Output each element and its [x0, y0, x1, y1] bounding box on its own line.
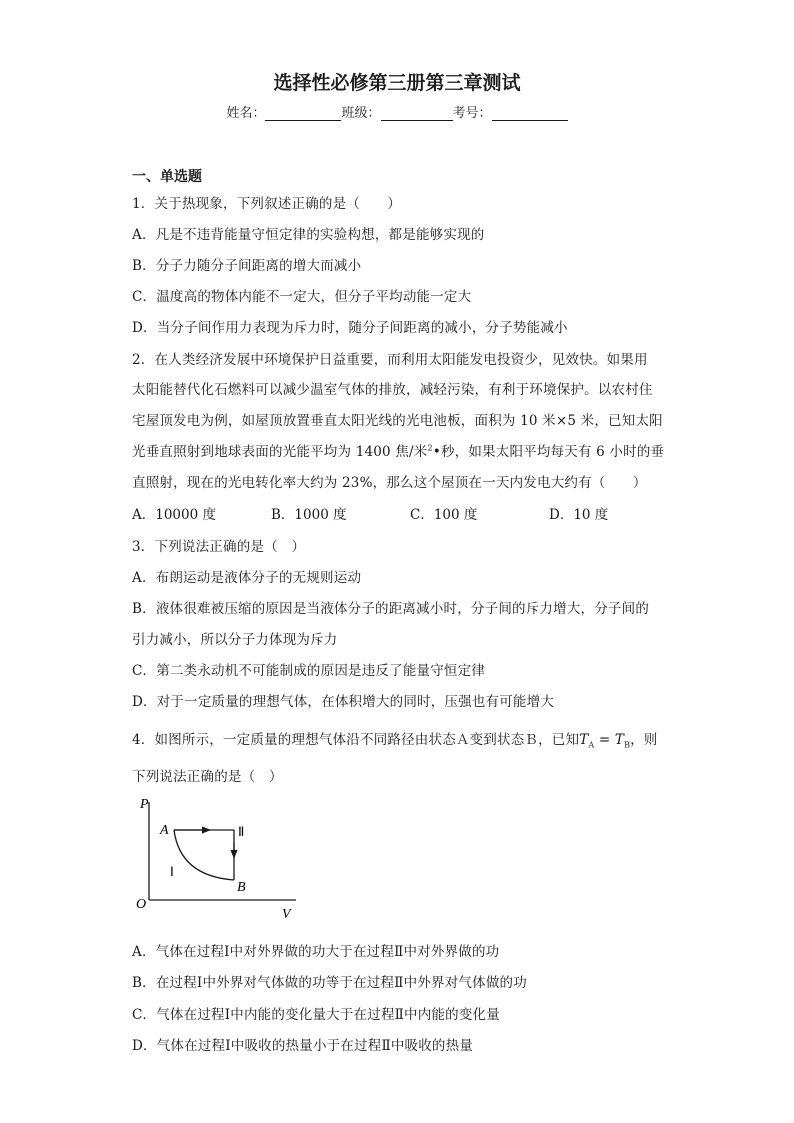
- q1-option-b: B．分子力随分子间距离的增大而减小: [132, 258, 362, 274]
- q4-stem-line1: [132, 728, 658, 750]
- number-label: 考号：: [452, 106, 492, 121]
- q2-stem-line4: [132, 440, 664, 460]
- q3-option-d: D．对于一定质量的理想气体，在体积增大的同时，压强也有可能增大: [132, 694, 555, 710]
- q3-option-b-line2: 引力减小，所以分子力体现为斥力: [132, 632, 338, 648]
- class-blank[interactable]: [381, 106, 453, 121]
- state-a-label: A: [160, 823, 169, 838]
- pv-diagram: [128, 792, 308, 926]
- q2-line4-part1: 光垂直照射到地球表面的光能平均为 1400 焦/米: [132, 444, 428, 460]
- q4-option-a: A．气体在过程Ⅰ中对外界做的功大于在过程Ⅱ中对外界做的功: [132, 944, 500, 960]
- section-heading: 一、单选题: [132, 169, 202, 185]
- q2-stem-line2: 太阳能替代化石燃料可以减少温室气体的排放，减轻污染，有利于环境保护。以农村住: [132, 382, 653, 398]
- page-title: 选择性必修第三册第三章测试: [273, 72, 521, 94]
- q2-option-d: D．10 度: [549, 507, 609, 523]
- student-info: [0, 102, 794, 121]
- path-1-curve: [174, 830, 234, 880]
- q2-stem-line5: 直照射，现在的光电转化率大约为 23%，那么这个屋顶在一天内发电大约有（ ）: [132, 475, 647, 491]
- q3-option-a: A．布朗运动是液体分子的无规则运动: [132, 570, 362, 586]
- q4-condition-sub-a: A: [588, 740, 595, 750]
- v-axis-label: V: [282, 907, 291, 922]
- q1-option-d: D．当分子间作用力表现为斥力时，随分子间距离的减小，分子势能减小: [132, 320, 568, 336]
- q2-line4-part2: •秒，如果太阳平均每天有 6 小时的垂: [432, 444, 665, 460]
- name-label: 姓名：: [226, 106, 266, 121]
- q2-option-c: C．100 度: [410, 507, 478, 523]
- q1-stem: 1．关于热现象，下列叙述正确的是（ ）: [132, 196, 402, 212]
- q3-stem: 3．下列说法正确的是（ ）: [132, 539, 306, 555]
- class-label: 班级：: [341, 106, 381, 121]
- q4-option-b: B．在过程Ⅰ中外界对气体做的功等于在过程Ⅱ中外界对气体做的功: [132, 975, 527, 991]
- path-1-label: Ⅰ: [170, 864, 174, 879]
- state-b-label: B: [237, 880, 246, 895]
- q4-line1-part2: ，则: [630, 732, 658, 748]
- origin-label: O: [136, 897, 147, 912]
- q3-option-b-line1: B．液体很难被压缩的原因是当液体分子的距离减小时，分子间的斥力增大，分子间的: [132, 601, 650, 617]
- pv-diagram-svg: [128, 792, 308, 922]
- q2-stem-line3: 宅屋顶发电为例，如屋顶放置垂直太阳光线的光电池板，面积为 10 米×5 米，已知太阳: [132, 413, 663, 429]
- path-2-label: Ⅱ: [238, 824, 245, 839]
- q4-condition-sub-b: B: [624, 740, 631, 750]
- name-blank[interactable]: [265, 106, 341, 121]
- q4-option-c: C．气体在过程Ⅰ中内能的变化量大于在过程Ⅱ中内能的变化量: [132, 1007, 500, 1023]
- q4-line1-part1: 4．如图所示，一定质量的理想气体沿不同路径由状态Ａ变到状态Ｂ，已知: [132, 732, 580, 748]
- q4-option-d: D．气体在过程Ⅰ中吸收的热量小于在过程Ⅱ中吸收的热量: [132, 1038, 474, 1054]
- q4-condition-t2: T: [614, 732, 625, 748]
- q4-stem-line2: 下列说法正确的是（ ）: [132, 769, 283, 785]
- q1-option-c: C．温度高的物体内能不一定大，但分子平均动能一定大: [132, 289, 472, 305]
- q3-option-c: C．第二类永动机不可能制成的原因是违反了能量守恒定律: [132, 663, 486, 679]
- p-axis-label: P: [140, 797, 149, 812]
- q2-stem-line1: 2．在人类经济发展中环境保护日益重要，而利用太阳能发电投资少，见效快。如果用: [132, 352, 648, 368]
- q4-condition-t: T: [579, 732, 589, 748]
- q2-option-a: A．10000 度: [132, 507, 216, 523]
- q2-line4-superscript: 2: [427, 443, 433, 453]
- q4-condition-eq: =: [594, 732, 615, 748]
- q2-option-b: B．1000 度: [271, 507, 347, 523]
- number-blank[interactable]: [492, 106, 568, 121]
- q1-option-a: A．凡是不违背能量守恒定律的实验构想，都是能够实现的: [132, 227, 485, 243]
